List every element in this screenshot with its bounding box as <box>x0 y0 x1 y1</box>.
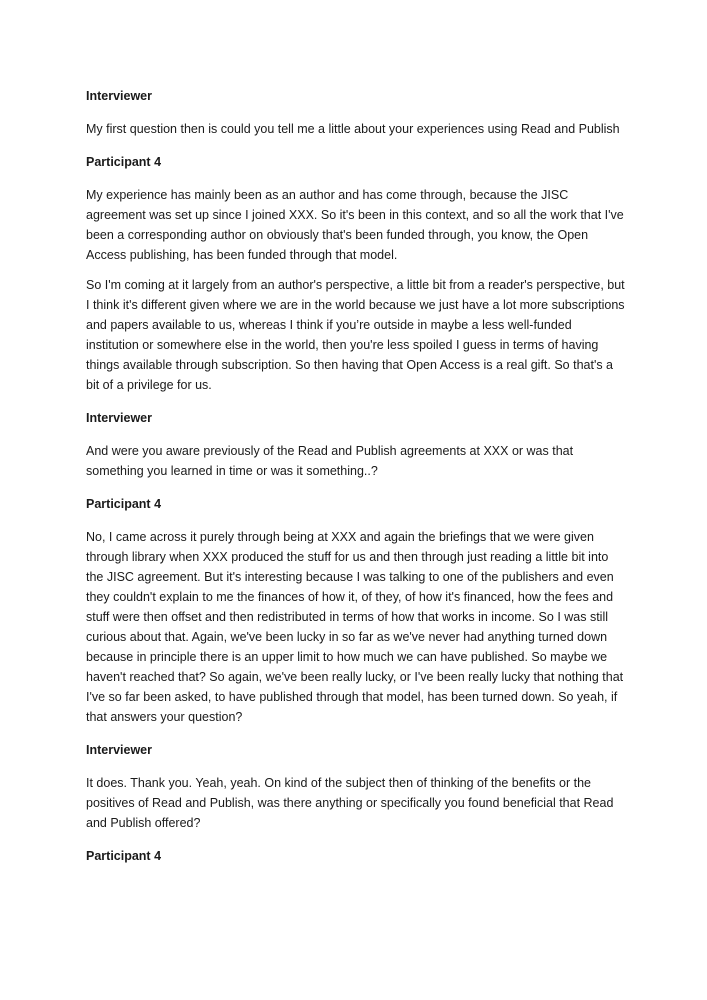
speaker-label: Interviewer <box>86 411 153 425</box>
turn <box>86 847 626 865</box>
speaker-label: Participant 4 <box>86 497 162 511</box>
utterance-paragraph: No, I came across it purely through being at XXX and again the briefings that we were given through library when XXX produced the stuff for us and then through just reading a little bit into the JISC agreement. But it's interesting because I was talking to one of the publishers and even they couldn't explain to me the finances of how it, of they, of how it's financed, how the fees and stuff were then offset and then redistributed in terms of how that works in income. So I was still curious about that. Again, we've been lucky in so far as we've never had anything turned down because in principle there is an upper limit to how much we can have published. So maybe we haven't reached that? So again, we've been really lucky, or I've been really lucky that nothing that I've so far been asked, to have published through that model, has been turned down. So yeah, if that answers your question? <box>86 530 624 724</box>
turn <box>86 409 626 481</box>
utterance-paragraph: And were you aware previously of the Read and Publish agreements at XXX or was that something you learned in time or was it something..? <box>86 444 574 478</box>
utterance-paragraph: It does. Thank you. Yeah, yeah. On kind of the subject then of thinking of the benefits or the positives of Read and Publish, was there anything or specifically you found beneficial that Read and Publish offered? <box>86 776 614 830</box>
utterance-paragraph: So I'm coming at it largely from an author's perspective, a little bit from a reader's perspective, but I think it's different given where we are in the world because we just have a lot more subscriptions and papers available to us, whereas I think if you’re outside in maybe a less well-funded institution or somewhere else in the world, then you're less spoiled I guess in terms of having things available through subscription. So then having that Open Access is a real gift. So that's a bit of a privilege for us. <box>86 278 625 392</box>
speaker-label: Interviewer <box>86 89 153 103</box>
utterance-paragraph: My first question then is could you tell me a little about your experiences using Read and Publish <box>86 122 620 136</box>
turn <box>86 741 626 833</box>
turn <box>86 495 626 727</box>
turn <box>86 87 626 139</box>
utterance-paragraph: My experience has mainly been as an author and has come through, because the JISC agreement was set up since I joined XXX. So it's been in this context, and so all the work that I've been a corresponding author on obviously that's been funded through, you know, the Open Access publishing, has been funded through that model. <box>86 188 624 262</box>
speaker-label: Participant 4 <box>86 155 162 169</box>
speaker-label: Interviewer <box>86 743 153 757</box>
turn <box>86 153 626 395</box>
transcript-page <box>86 87 626 879</box>
speaker-label: Participant 4 <box>86 849 162 863</box>
